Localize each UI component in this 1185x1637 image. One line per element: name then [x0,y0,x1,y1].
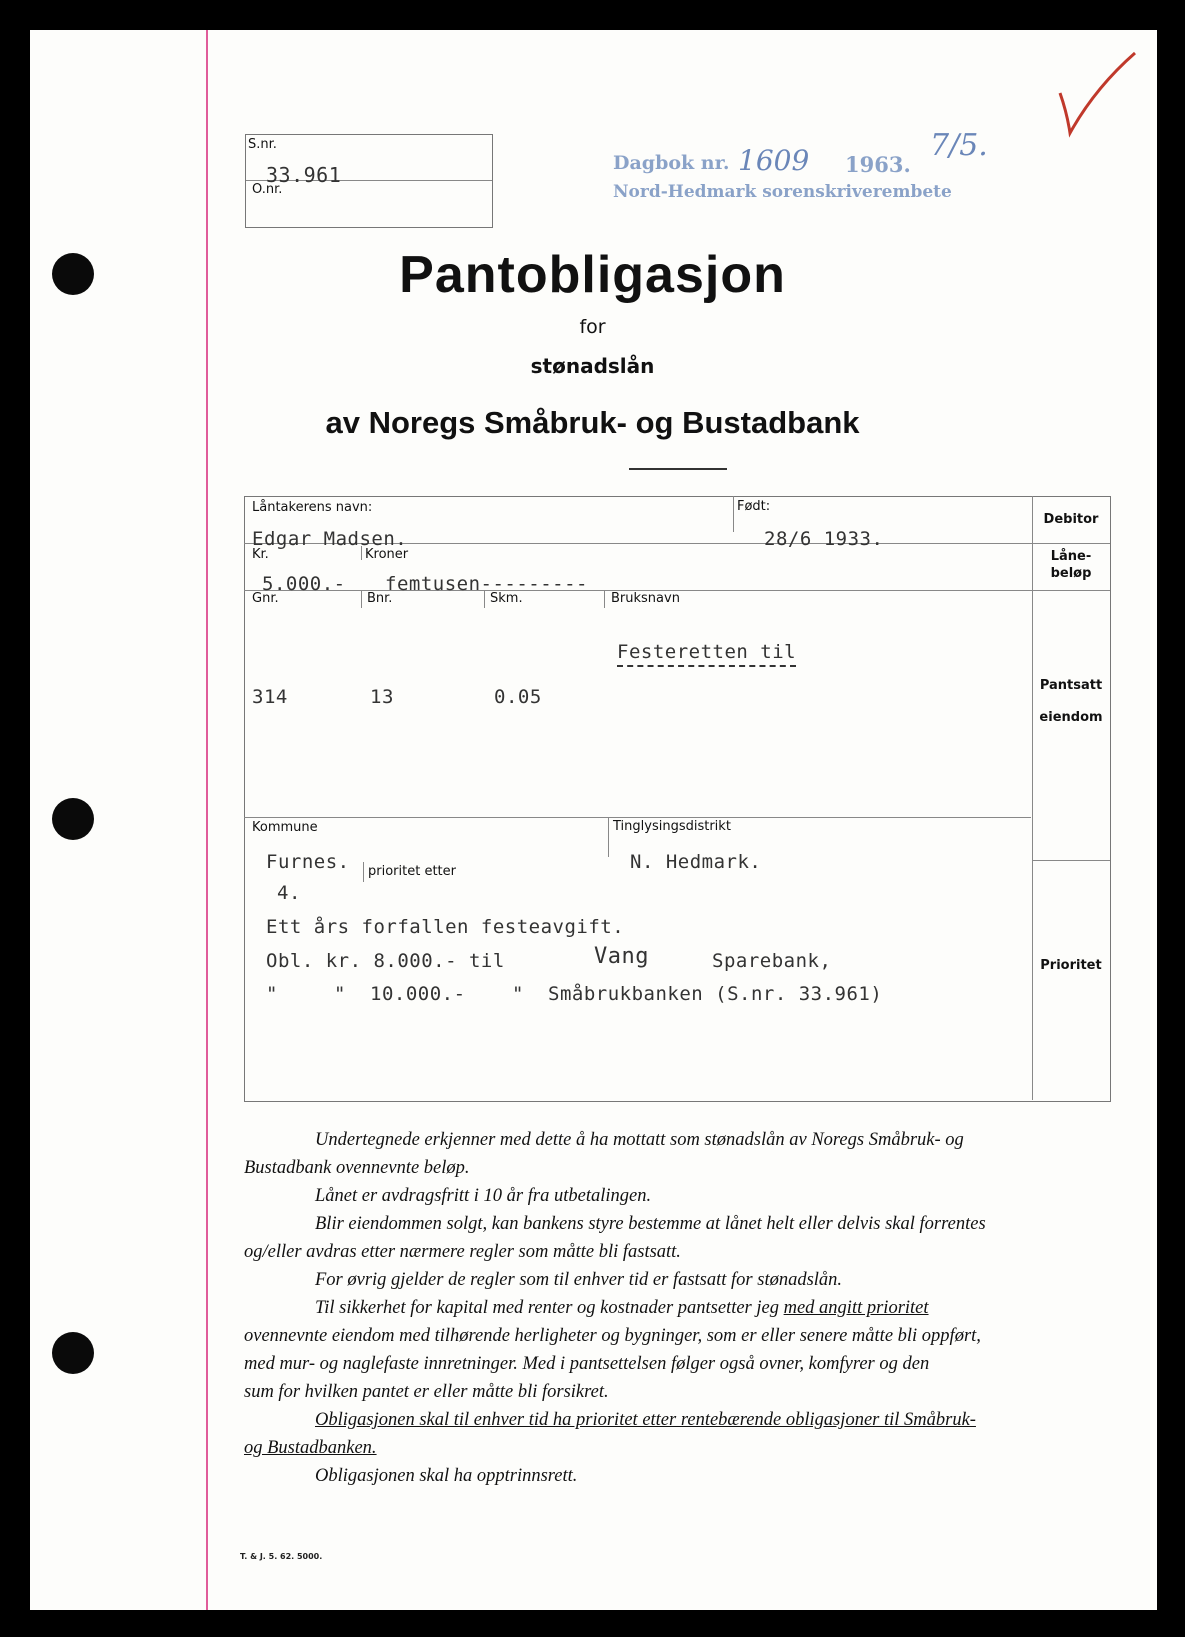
checkmark-icon [1055,48,1140,138]
distrikt-label: Tinglysingsdistrikt [613,819,731,834]
born-value: 28/6 1933. [764,528,884,550]
snr-value: 33.961 [266,163,342,187]
property-side-label-2: eiendom [1039,710,1103,725]
borrower-name-value: Edgar Madsen. [252,528,408,550]
priority-line-1: Ett års forfallen festeavgift. [266,916,625,938]
body-p7: Obligasjonen skal ha opptrinnsrett. [315,1466,578,1486]
bank-name: av Noregs Småbruk- og Bustadbank [325,405,860,440]
priority-line-3c: 10.000.- [370,983,466,1005]
gnr-label: Gnr. [252,591,279,606]
bnr-value: 13 [370,686,394,708]
body-p5c: med mur- og naglefaste innretninger. Med i pantsettelsen følger også ovner, komfyrer og den [244,1354,930,1374]
body-p1b: Bustadbank ovennevnte beløp. [244,1158,470,1178]
form-table [244,496,1111,1102]
stamp-year: 1963. [845,152,911,177]
bruksnavn-value: Festeretten til [617,641,796,667]
body-p6b: og Bustadbanken. [244,1438,377,1458]
registry-stamp-line1: Dagbok nr. [613,152,730,174]
body-p3a: Blir eiendommen solgt, kan bankens styre bestemme at lånet helt eller delvis skal forrentes [315,1214,986,1234]
punch-hole-icon [52,1332,94,1374]
loan-amount: 5.000.- [262,573,346,595]
snr-box [245,134,493,228]
debitor-side-label: Debitor [1043,512,1099,527]
stamp-handwritten-number: 1609 [738,144,810,177]
borrower-name-label: Låntakerens navn: [252,500,373,515]
priority-line-2c: Sparebank, [712,950,832,972]
side-column-divider [1032,496,1033,1100]
priority-line-2b: Vang [594,944,649,969]
body-p5a-underlined: med angitt prioritet [783,1298,929,1318]
body-p1a: Undertegnede erkjenner med dette å ha mottatt som stønadslån av Noregs Småbruk- og [315,1130,964,1150]
stamp-handwritten-date: 7/5. [930,128,988,163]
skm-value: 0.05 [494,686,542,708]
kommune-label: Kommune [252,820,318,835]
loan-amount-words: femtusen--------- [385,573,588,595]
onr-label: O.nr. [252,182,283,197]
title-divider [629,468,727,470]
print-code: T. & J. 5. 62. 5000. [240,1552,323,1561]
body-p5a-start: Til sikkerhet for kapital med renter og kostnader pantsetter jeg [315,1298,779,1318]
priority-line-3a: " [266,983,278,1005]
distrikt-value: N. Hedmark. [630,851,762,873]
priority-line-3e: Småbrukbanken (S.nr. 33.961) [548,983,883,1005]
priority-line-3d: " [512,983,524,1005]
body-p3b: og/eller avdras etter nærmere regler som måtte bli fastsatt. [244,1242,681,1262]
body-p5a [315,1294,929,1322]
bnr-label: Bnr. [367,591,393,606]
body-p4: For øvrig gjelder de regler som til enhver tid er fastsatt for stønadslån. [315,1270,843,1290]
kroner-label: Kroner [365,547,409,562]
skm-label: Skm. [490,591,523,606]
punch-hole-icon [52,798,94,840]
property-side-label-1: Pantsatt [1039,678,1103,693]
snr-label: S.nr. [248,137,277,152]
body-p6a: Obligasjonen skal til enhver tid ha prioritet etter rentebærende obligasjoner til Småbruk- [315,1410,976,1430]
priority-number: 4. [277,882,301,904]
priority-line-3b: " [334,983,346,1005]
born-label: Født: [737,499,771,514]
priority-side-label: Prioritet [1040,958,1102,973]
loan-side-label-2: beløp [1050,566,1092,581]
body-p5d: sum for hvilken pantet er eller måtte bli forsikret. [244,1382,609,1402]
bruksnavn-label: Bruksnavn [611,591,680,606]
loan-side-label-1: Låne- [1050,549,1092,564]
document-title: Pantobligasjon [399,246,786,304]
kommune-value: Furnes. [266,851,350,873]
kr-label: Kr. [252,547,269,562]
registry-stamp-line2: Nord-Hedmark sorenskriverembete [613,182,952,202]
body-p2: Lånet er avdragsfritt i 10 år fra utbetalingen. [315,1186,652,1206]
title-for: for [579,316,606,338]
body-p5b: ovennevnte eiendom med tilhørende herligheter og bygninger, som er eller senere måtte bli oppført, [244,1326,981,1346]
gnr-value: 314 [252,686,288,708]
priority-label: prioritet etter [368,864,456,879]
priority-line-2a: Obl. kr. 8.000.- til [266,950,505,972]
title-subtitle: stønadslån [530,354,655,378]
